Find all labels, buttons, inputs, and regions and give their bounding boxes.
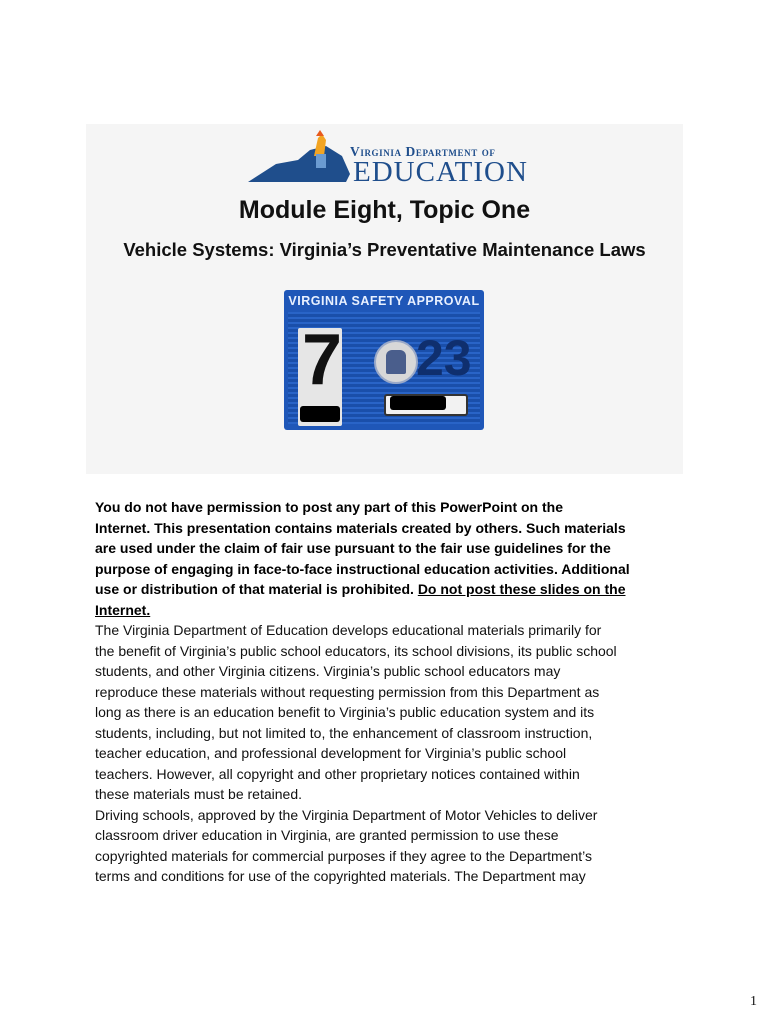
paragraph-line: long as there is an education benefit to Virginia’s public education system and its: [95, 704, 595, 720]
warning-line: [95, 579, 675, 600]
copyright-notice: [95, 497, 675, 887]
paragraph-line: these materials must be retained.: [95, 786, 302, 802]
virginia-state-shape-icon: [246, 130, 356, 186]
warning-line: Internet. This presentation contains materials created by others. Such materials: [95, 519, 626, 536]
slide-thumbnail: [86, 124, 683, 474]
warning-line: purpose of engaging in face-to-face instructional education activities. Additional: [95, 560, 630, 577]
page-number: 1: [750, 994, 757, 1009]
sticker-header: VIRGINIA SAFETY APPROVAL: [288, 294, 480, 308]
do-not-post-text: Do not post these slides on the: [417, 581, 626, 597]
paragraph-line: students, and other Virginia citizens. Virginia’s public school educators may: [95, 663, 561, 679]
do-not-post-text-end: Internet.: [95, 601, 151, 618]
driving-schools-paragraph: [95, 805, 675, 887]
vdoe-logo: [246, 130, 526, 186]
warning-text: use or distribution of that material is prohibited.: [95, 581, 418, 597]
slide-title: Module Eight, Topic One: [238, 196, 531, 224]
sticker-year: 23: [416, 330, 472, 386]
logo-main-text: EDUCATION: [353, 156, 528, 188]
paragraph-line: copyrighted materials for commercial purposes if they agree to the Department’s: [95, 847, 592, 864]
logo-top-text: Virginia Department of: [350, 144, 496, 159]
redaction-mark: [300, 406, 340, 422]
paragraph-line: Driving schools, approved by the Virginia Department of Motor Vehicles to deliver: [95, 806, 598, 823]
virginia-seal-icon: [374, 340, 418, 384]
safety-inspection-sticker: [284, 290, 484, 430]
paragraph-line: classroom driver education in Virginia, are granted permission to use these: [95, 827, 559, 843]
paragraph-line: reproduce these materials without requesting permission from this Department as: [95, 683, 600, 700]
permission-warning: [95, 497, 675, 620]
paragraph-line: teacher education, and professional development for Virginia’s public school: [95, 745, 567, 761]
vdoe-usage-paragraph: [95, 620, 675, 805]
paragraph-line: teachers. However, all copyright and other proprietary notices contained within: [95, 765, 580, 782]
paragraph-line: terms and conditions for use of the copyrighted materials. The Department may: [95, 868, 586, 884]
paragraph-line: The Virginia Department of Education develops educational materials primarily for: [95, 622, 602, 638]
warning-line: You do not have permission to post any part of this PowerPoint on the: [95, 499, 563, 515]
paragraph-line: students, including, but not limited to, the enhancement of classroom instruction,: [95, 724, 593, 741]
redaction-mark: [390, 396, 446, 410]
warning-line: are used under the claim of fair use pursuant to the fair use guidelines for the: [95, 540, 611, 556]
paragraph-line: the benefit of Virginia’s public school educators, its school divisions, its public school: [95, 642, 617, 659]
slide-subtitle: Vehicle Systems: Virginia’s Preventative Maintenance Laws: [123, 239, 646, 260]
sticker-month: 7: [302, 320, 343, 400]
